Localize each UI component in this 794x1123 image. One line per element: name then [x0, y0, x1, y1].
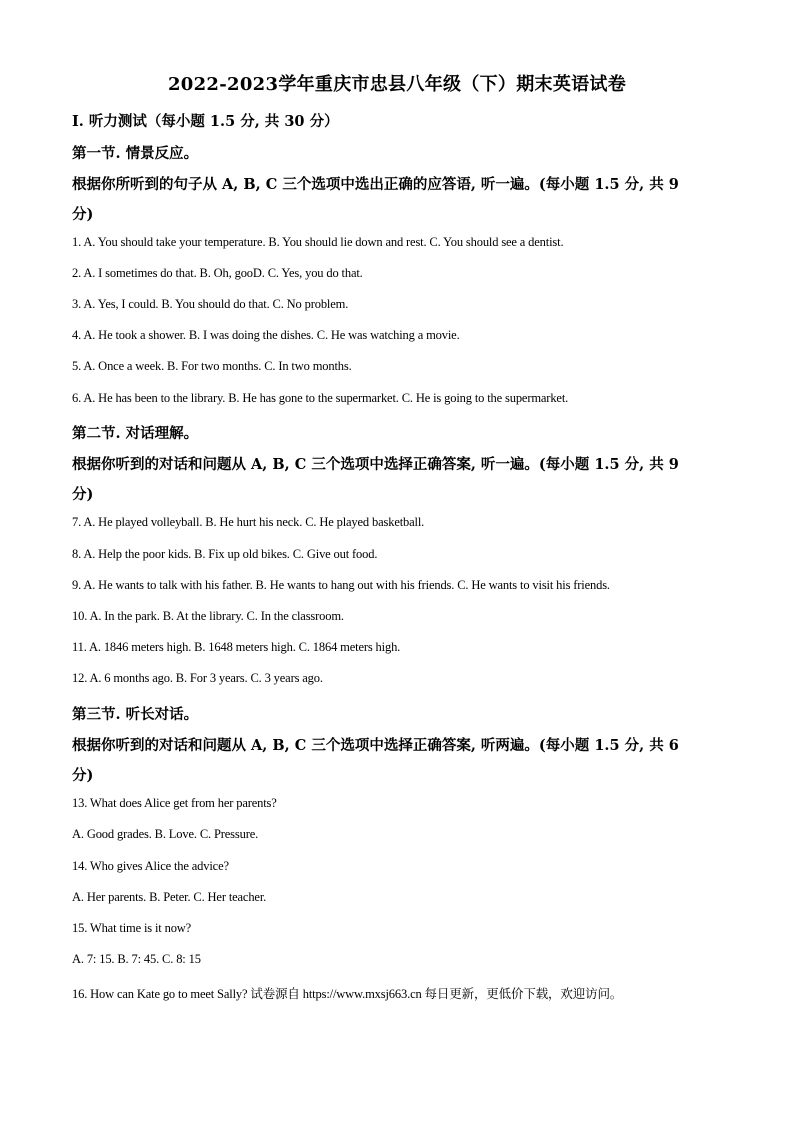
question-14-options: A. Her parents. B. Peter. C. Her teacher. — [72, 890, 267, 904]
question-9: 9. A. He wants to talk with his father. B. He wants to hang out with his friends. C. He wants to visit his friends. — [72, 578, 610, 592]
section1-instruction-cont: 分) — [72, 206, 94, 223]
question-13-options: A. Good grades. B. Love. C. Pressure. — [72, 827, 259, 841]
section2-instruction-cont: 分) — [72, 486, 94, 503]
question-3: 3. A. Yes, I could. B. You should do that. C. No problem. — [72, 297, 349, 311]
question-8: 8. A. Help the poor kids. B. Fix up old bikes. C. Give out food. — [72, 547, 378, 561]
question-5: 5. A. Once a week. B. For two months. C. In two months. — [72, 359, 352, 373]
section3-heading: 第三节. 听长对话。 — [72, 706, 199, 723]
question-2: 2. A. I sometimes do that. B. Oh, gooD. C. Yes, you do that. — [72, 266, 363, 280]
question-15: 15. What time is it now? — [72, 921, 192, 935]
question-10: 10. A. In the park. B. At the library. C. In the classroom. — [72, 609, 344, 623]
question-15-options: A. 7: 15. B. 7: 45. C. 8: 15 — [72, 952, 201, 966]
question-4: 4. A. He took a shower. B. I was doing the dishes. C. He was watching a movie. — [72, 328, 460, 342]
question-16: 16. How can Kate go to meet Sally? 试卷源自 https://www.mxsj663.cn 每日更新，更低价下载，欢迎访问。 — [72, 987, 623, 1001]
question-7: 7. A. He played volleyball. B. He hurt his neck. C. He played basketball. — [72, 515, 425, 529]
section2-heading: 第二节. 对话理解。 — [72, 425, 199, 442]
question-6: 6. A. He has been to the library. B. He has gone to the supermarket. C. He is going to the supermarket. — [72, 391, 569, 405]
part1-heading: I. 听力测试（每小题 1.5 分, 共 30 分） — [72, 113, 339, 130]
section1-instruction: 根据你所听到的句子从 A, B, C 三个选项中选出正确的应答语, 听一遍。(每小题 1.5 分, 共 9 — [72, 176, 679, 193]
section2-instruction: 根据你听到的对话和问题从 A, B, C 三个选项中选择正确答案, 听一遍。(每小题 1.5 分, 共 9 — [72, 456, 679, 473]
section1-heading: 第一节. 情景反应。 — [72, 145, 199, 162]
question-11: 11. A. 1846 meters high. B. 1648 meters high. C. 1864 meters high. — [72, 640, 401, 654]
question-14: 14. Who gives Alice the advice? — [72, 859, 229, 873]
section3-instruction: 根据你听到的对话和问题从 A, B, C 三个选项中选择正确答案, 听两遍。(每小题 1.5 分, 共 6 — [72, 737, 679, 754]
page-title: 2022-2023学年重庆市忠县八年级（下）期末英语试卷 — [167, 74, 627, 95]
question-13: 13. What does Alice get from her parents? — [72, 796, 277, 810]
question-1: 1. A. You should take your temperature. B. You should lie down and rest. C. You should see a dentist. — [72, 235, 564, 249]
question-12: 12. A. 6 months ago. B. For 3 years. C. 3 years ago. — [72, 671, 323, 685]
section3-instruction-cont: 分) — [72, 767, 94, 784]
